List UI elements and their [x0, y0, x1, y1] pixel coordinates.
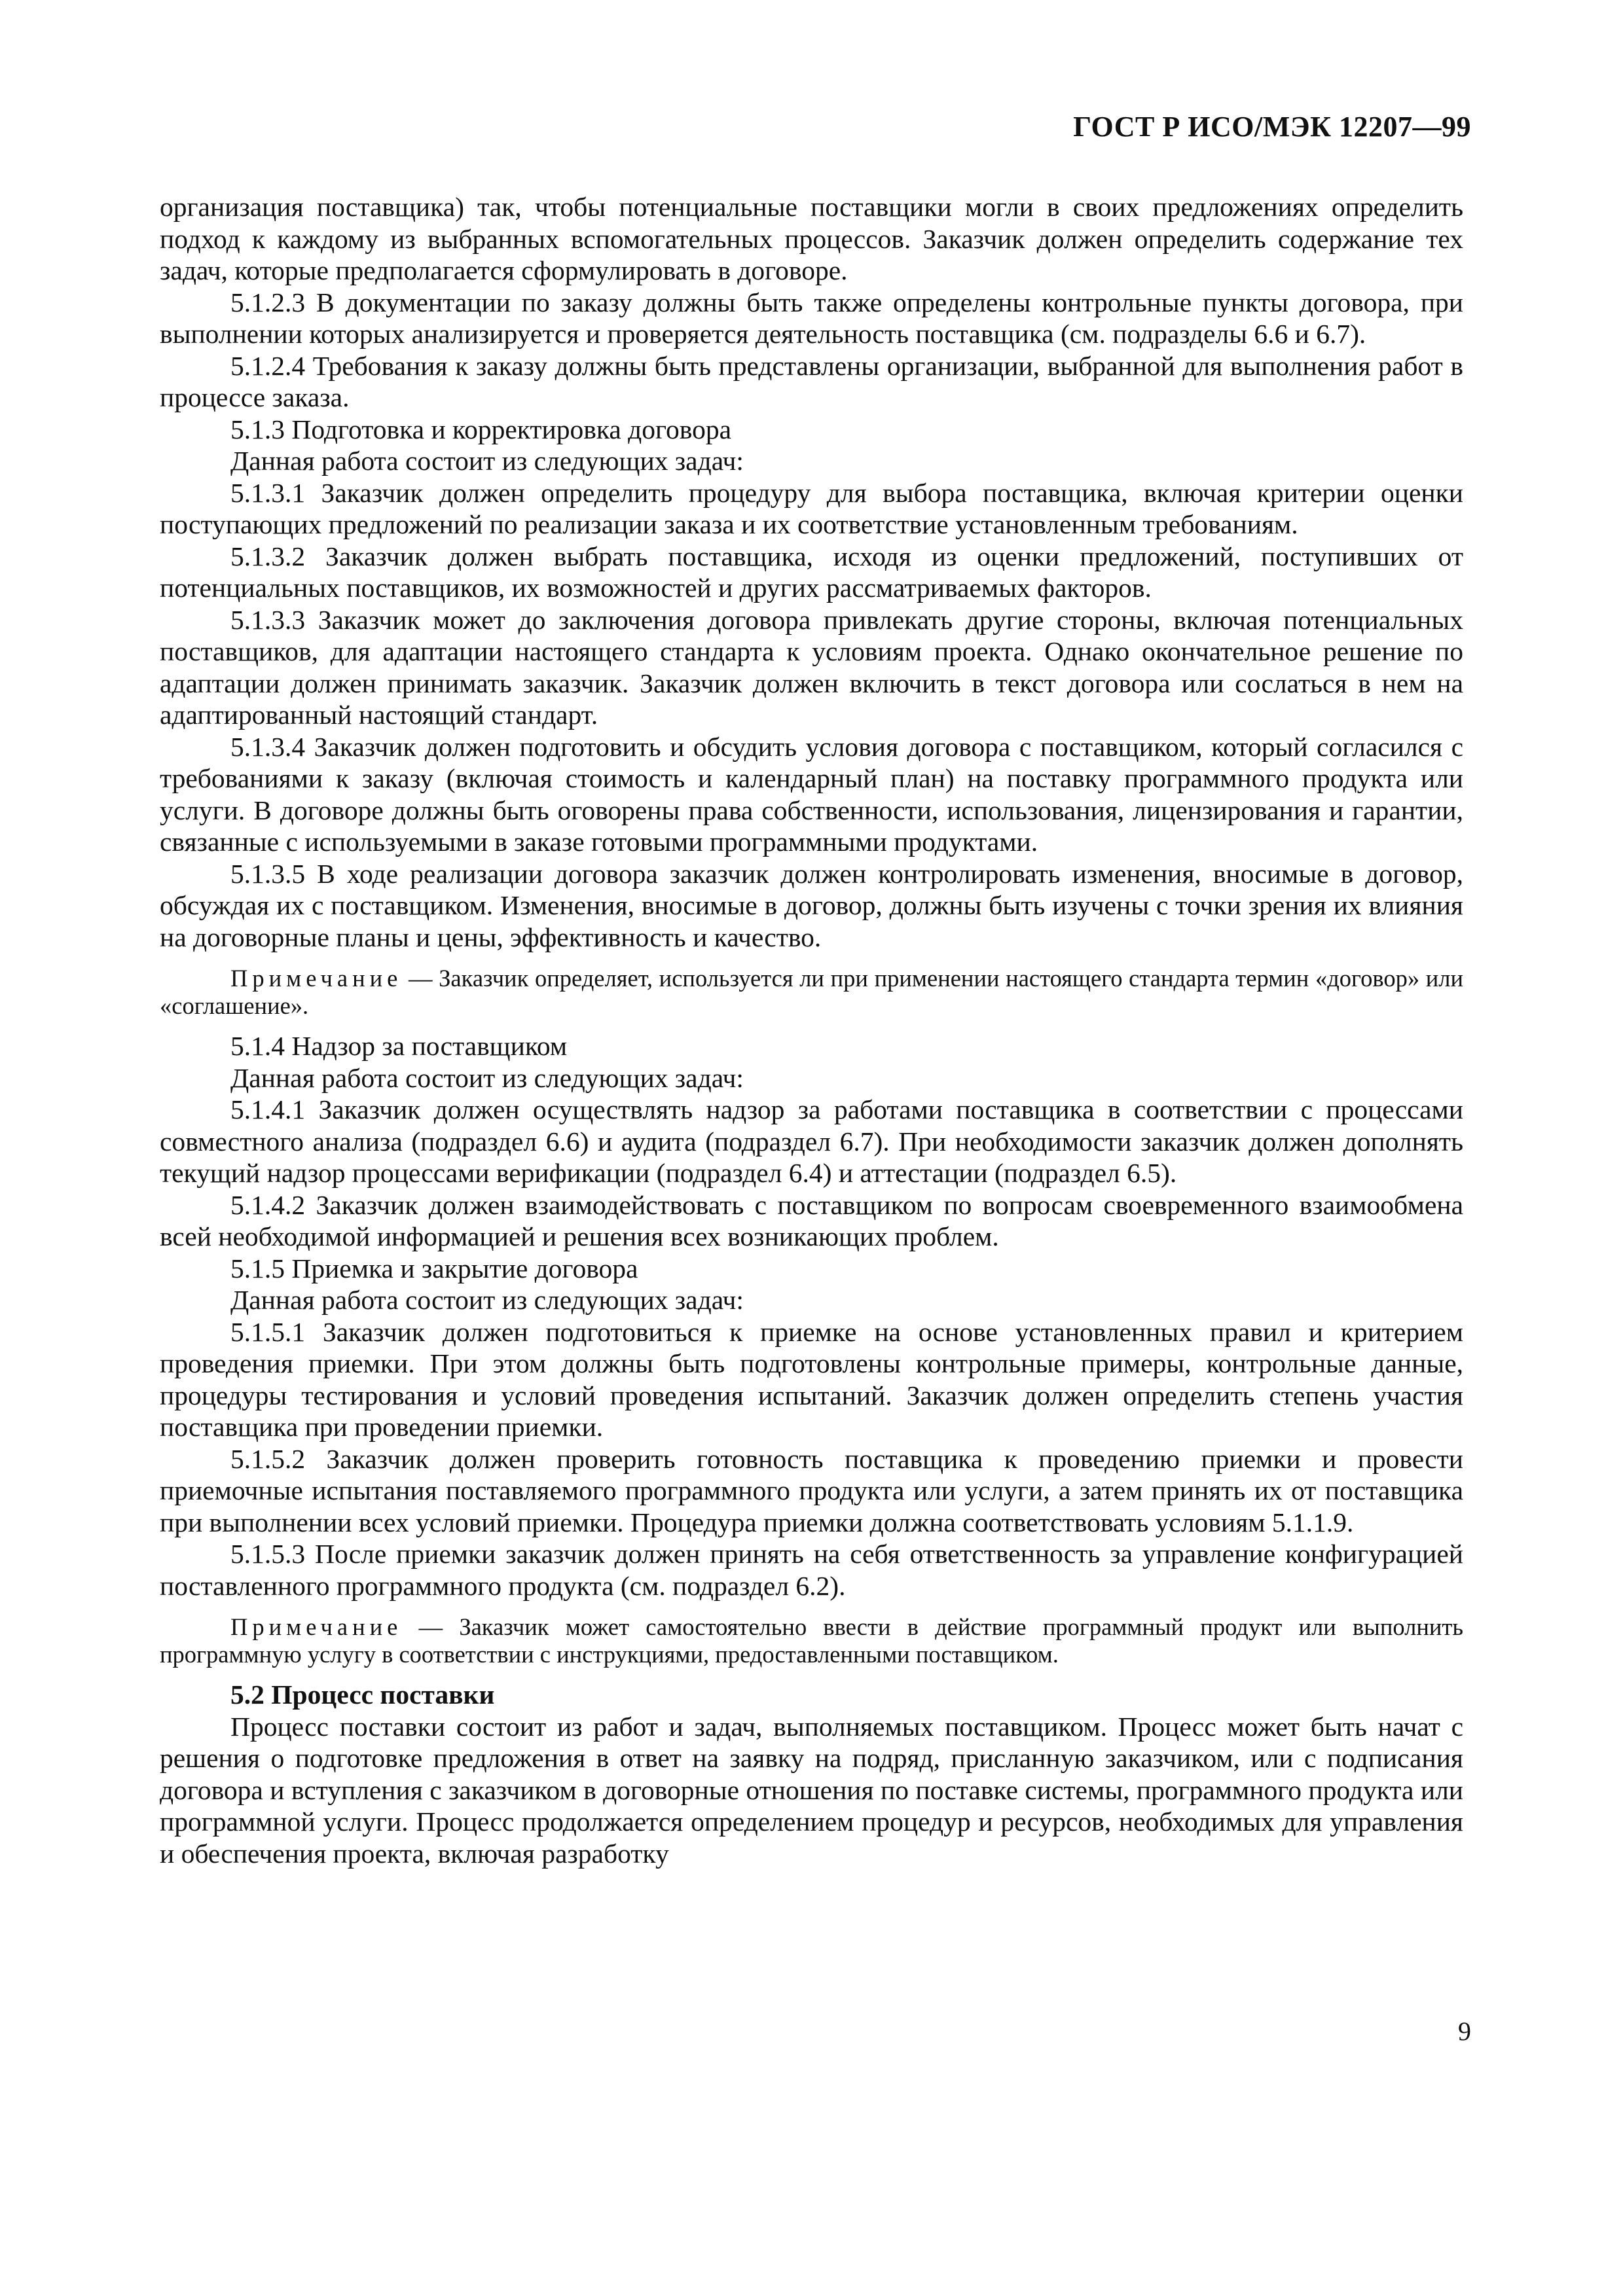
document-body	[160, 191, 1463, 1869]
paragraph: 5.1.3.3 Заказчик может до заключения договора привлекать другие стороны, включая потенциальных поставщиков, для адаптации настоящего стандарта к условиям проекта. Однако окончательное решение по адаптации должен принимать заказчик. Заказчик должен включить в текст договора или сослаться в нем на адаптированный настоящий стандарт.	[160, 604, 1463, 730]
paragraph: 5.1.3.1 Заказчик должен определить процедуру для выбора поставщика, включая критерии оценки поступающих предложений по реализации заказа и их соответствие установленным требованиям.	[160, 477, 1463, 539]
paragraph: Данная работа состоит из следующих задач:	[230, 446, 744, 476]
paragraph: организация поставщика) так, чтобы потенциальные поставщики могли в своих предложениях определить подход к каждому из выбранных вспомогательных процессов. Заказчик должен определить содержание тех задач, которые предполагается сформулировать в договоре.	[160, 192, 1463, 285]
paragraph: 5.1.5.1 Заказчик должен подготовиться к приемке на основе установленных правил и критерием проведения приемки. При этом должны быть подготовлены контрольные примеры, контрольные данные, процедуры тестирования и условий проведения испытаний. Заказчик должен определить степень участия поставщика при проведении приемки.	[160, 1316, 1463, 1442]
subsection-title: 5.1.4 Надзор за поставщиком	[230, 1031, 568, 1061]
paragraph: 5.1.3.2 Заказчик должен выбрать поставщика, исходя из оценки предложений, поступивших от потенциальных поставщиков, их возможностей и других рассматриваемых факторов.	[160, 541, 1463, 603]
paragraph: 5.1.2.3 В документации по заказу должны быть также определены контрольные пункты договора, при выполнении которых анализируется и проверяется деятельность поставщика (см. подразделы 6.6 и 6.7).	[160, 287, 1463, 349]
paragraph: 5.1.5.3 После приемки заказчик должен принять на себя ответственность за управление конфигурацией поставленного программного продукта (см. подраздел 6.2).	[160, 1539, 1463, 1601]
paragraph: 5.1.4.2 Заказчик должен взаимодействовать с поставщиком по вопросам своевременного взаимообмена всей необходимой информацией и решения всех возникающих проблем.	[160, 1189, 1463, 1251]
section-heading: 5.2 Процесс поставки	[230, 1679, 495, 1710]
paragraph: Процесс поставки состоит из работ и задач, выполняемых поставщиком. Процесс может быть начат с решения о подготовке предложения в ответ на заявку на подряд, присланную заказчиком, или с подписания договора и вступления с заказчиком в договорные отношения по поставке системы, программного продукта или программной услуги. Процесс продолжается определением процедур и ресурсов, необходимых для управления и обеспечения проекта, включая разработку	[160, 1711, 1463, 1869]
page-number: 9	[1458, 2017, 1471, 2046]
note	[160, 965, 1463, 1020]
paragraph: 5.1.3.4 Заказчик должен подготовить и обсудить условия договора с поставщиком, который согласился с требованиями к заказу (включая стоимость и календарный план) на поставку программного продукта или услуги. В договоре должны быть оговорены права собственности, использования, лицензирования и гарантии, связанные с используемыми в заказе готовыми программными продуктами.	[160, 731, 1463, 857]
document-header: ГОСТ Р ИСО/МЭК 12207—99	[1073, 111, 1471, 143]
subsection-title: 5.1.5 Приемка и закрытие договора	[230, 1253, 638, 1283]
paragraph: 5.1.5.2 Заказчик должен проверить готовность поставщика к проведению приемки и провести приемочные испытания поставляемого программного продукта или услуги, а затем принять их от поставщика при выполнении всех условий приемки. Процедура приемки должна соответствовать условиям 5.1.1.9.	[160, 1443, 1463, 1537]
subsection-title: 5.1.3 Подготовка и корректировка договора	[230, 414, 731, 444]
note-text: — Заказчик может самостоятельно ввести в действие программный продукт или выполнить программную услугу в соответствии с инструкциями, предоставленными поставщиком.	[160, 1613, 1463, 1668]
note	[160, 1613, 1463, 1668]
note-label: Примечание	[230, 1613, 403, 1640]
paragraph: 5.1.4.1 Заказчик должен осуществлять надзор за работами поставщика в соответствии с процессами совместного анализа (подраздел 6.6) и аудита (подраздел 6.7). При необходимости заказчик должен дополнять текущий надзор процессами верификации (подраздел 6.4) и аттестации (подраздел 6.5).	[160, 1094, 1463, 1188]
paragraph: 5.1.2.4 Требования к заказу должны быть представлены организации, выбранной для выполнения работ в процессе заказа.	[160, 350, 1463, 412]
paragraph: Данная работа состоит из следующих задач:	[230, 1285, 744, 1315]
note-label: Примечание	[230, 965, 403, 992]
paragraph: Данная работа состоит из следующих задач:	[230, 1062, 744, 1093]
note-text: — Заказчик определяет, используется ли при применении настоящего стандарта термин «договор» или «соглашение».	[160, 965, 1463, 1019]
paragraph: 5.1.3.5 В ходе реализации договора заказчик должен контролировать изменения, вносимые в договор, обсуждая их с поставщиком. Изменения, вносимые в договор, должны быть изучены с точки зрения их влияния на договорные планы и цены, эффективность и качество.	[160, 858, 1463, 952]
